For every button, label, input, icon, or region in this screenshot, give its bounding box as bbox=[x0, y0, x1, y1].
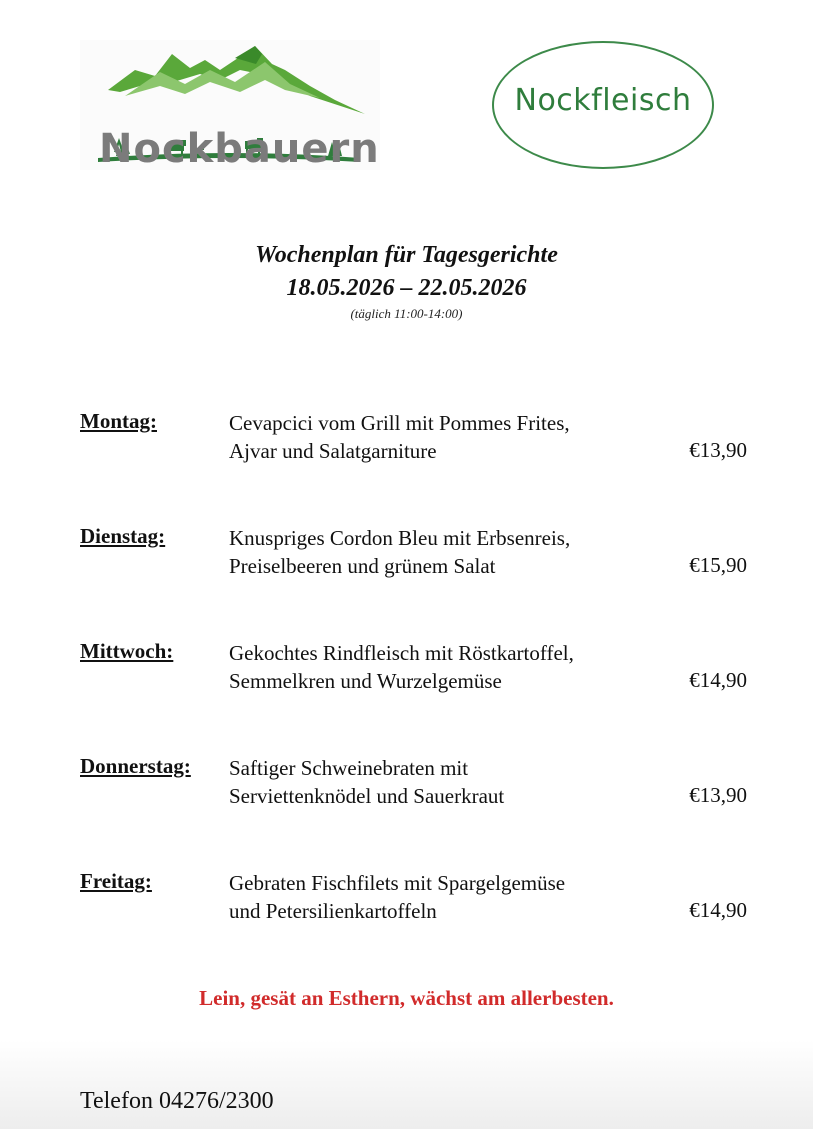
menu-day: Freitag: bbox=[80, 869, 152, 893]
menu-dish-line2: Ajvar und Salatgarniture bbox=[229, 439, 437, 463]
menu-price: €13,90 bbox=[689, 438, 747, 462]
menu-dish-line1: Gebraten Fischfilets mit Spargelgemüse bbox=[229, 871, 566, 895]
menu-dish-line2: Semmelkren und Wurzelgemüse bbox=[229, 669, 502, 693]
menu-dish-line1: Knuspriges Cordon Bleu mit Erbsenreis, bbox=[229, 526, 571, 550]
menu-price: €13,90 bbox=[689, 783, 747, 807]
menu-dish-line1: Saftiger Schweinebraten mit bbox=[229, 756, 469, 780]
menu-price: €14,90 bbox=[689, 668, 747, 692]
menu-dish-line1: Gekochtes Rindfleisch mit Röstkartoffel, bbox=[229, 641, 574, 665]
nockfleisch-logo bbox=[492, 41, 714, 169]
date-range: 18.05.2026 – 22.05.2026 bbox=[286, 275, 527, 301]
menu-price: €14,90 bbox=[689, 898, 747, 922]
motto-text: Lein, gesät an Esthern, wächst am allerbesten. bbox=[199, 986, 614, 1010]
menu-dish-line1: Cevapcici vom Grill mit Pommes Frites, bbox=[229, 411, 570, 435]
menu-dish-line2: Serviettenknödel und Sauerkraut bbox=[229, 784, 505, 808]
page-bottom-shadow bbox=[0, 1040, 813, 1129]
menu-day: Dienstag: bbox=[80, 524, 166, 548]
phone-number: Telefon 04276/2300 bbox=[80, 1088, 274, 1114]
menu-day: Montag: bbox=[80, 409, 157, 433]
menu-day: Mittwoch: bbox=[80, 639, 174, 663]
page-title: Wochenplan für Tagesgerichte bbox=[255, 242, 558, 268]
menu-dish-line2: Preiselbeeren und grünem Salat bbox=[229, 554, 496, 578]
menu-day: Donnerstag: bbox=[80, 754, 191, 778]
nockbauern-wordmark: Nockbauern bbox=[99, 126, 380, 172]
menu-price: €15,90 bbox=[689, 553, 747, 577]
nockfleisch-wordmark: Nockfleisch bbox=[514, 83, 692, 118]
nockbauern-logo bbox=[80, 40, 380, 170]
menu-dish-line2: und Petersilienkartoffeln bbox=[229, 899, 437, 923]
opening-hours: (täglich 11:00-14:00) bbox=[350, 306, 463, 321]
